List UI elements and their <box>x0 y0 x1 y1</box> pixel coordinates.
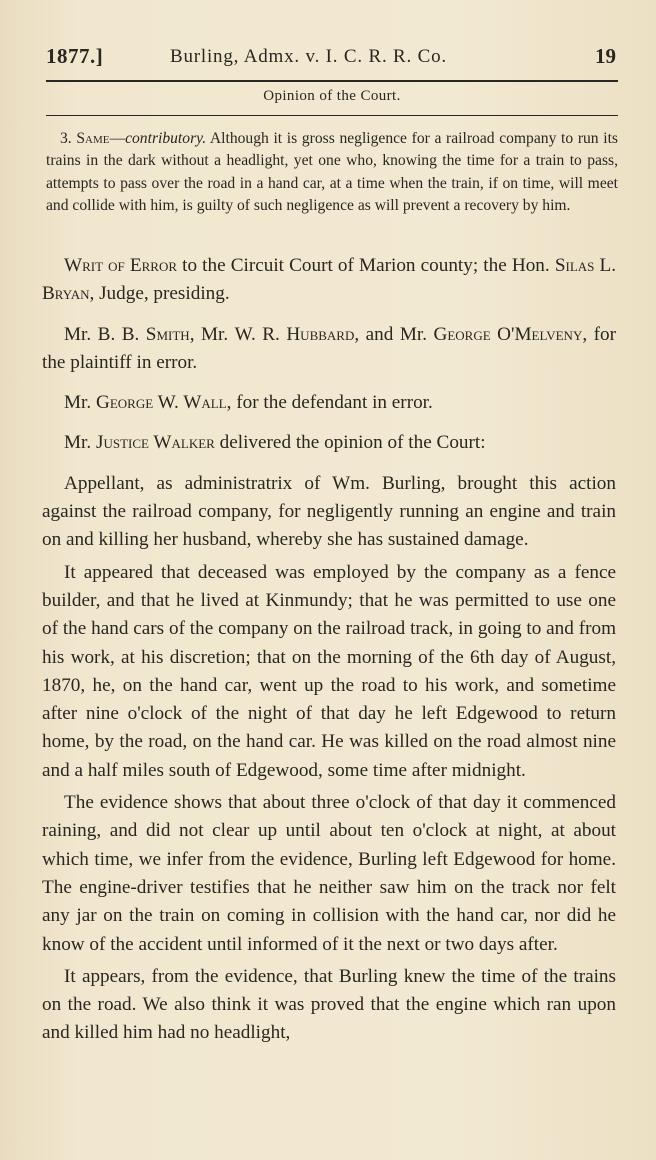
counsel-separator: , and Mr. <box>354 323 434 345</box>
counsel-plaintiff <box>42 321 616 378</box>
writ-text-end: , Judge, presiding. <box>89 283 230 305</box>
counsel-name: George O'Melveny <box>433 323 583 345</box>
counsel-role: , for the defendant in error. <box>226 392 433 414</box>
writ-paragraph <box>42 252 616 309</box>
delivery-line <box>42 429 616 457</box>
opinion-paragraph: The evidence shows that about three o'clock of that day it commenced raining, and did not clear up until about ten o'clock at night, at about which time, we infer from the evidence, Burling left Edgewood for home. The engine-driver testifies that he neither saw him on the track nor felt any jar on the train on coming in collision with the hand car, nor did he know of the accident until informed of it the next or two days after. <box>42 792 616 955</box>
opinion-paragraph: It appears, from the evidence, that Burling knew the time of the trains on the road. We also think it was proved that the engine which ran upon and killed him had no headlight, <box>42 965 616 1044</box>
counsel-separator: , Mr. <box>189 323 235 345</box>
section-subheading: Opinion of the Court. <box>263 88 401 104</box>
writ-text: to the Circuit Court of Marion county; the Hon. <box>177 255 555 276</box>
header-rule <box>46 80 618 82</box>
subheading-rule <box>46 115 618 116</box>
headnote-topic: Same <box>76 130 110 147</box>
justice-name: Justice Walker <box>96 432 215 454</box>
counsel-title: Mr. <box>64 323 98 345</box>
opinion-body <box>42 252 616 1048</box>
case-title: Burling, Admx. v. I. C. R. R. Co. <box>170 46 447 67</box>
counsel-title: Mr. <box>64 392 96 414</box>
year-marker: 1877.] <box>46 44 104 68</box>
counsel-role: , for the plaintiff in error. <box>42 323 616 373</box>
headnote-text: Although it is gross negligence for a railroad company to run its trains in the dark without a headlight, yet one who, knowing the time for a train to pass, attempts to pass over the road in a hand car, at a time when the train, if on time, will meet and collide with him, is guilty of such negligence as will prevent a recovery by him. <box>46 130 618 214</box>
running-header <box>46 44 616 74</box>
counsel-name: W. R. Hubbard <box>234 323 355 345</box>
headnote-number: 3. <box>60 130 72 147</box>
writ-caption: Writ of Error <box>64 255 178 276</box>
opinion-paragraph: Appellant, as administratrix of Wm. Burling, brought this action against the railroad company, for negligently running an engine and train on and killing her husband, whereby she has sustained damage. <box>42 472 616 551</box>
page-number: 19 <box>595 44 616 68</box>
headnote-subtopic: contributory. <box>125 130 207 147</box>
delivery-text: delivered the opinion of the Court: <box>214 432 486 454</box>
headnote: 3. Same—contributory. Although it is gross negligence for a railroad company to run its trains in the dark without a headlight, yet one who, knowing the time for a train to pass, attempts to pass over the road in a hand car, at a time when the train, if on time, will meet and collide with him, is guilty of such negligence as will prevent a recovery by him. <box>46 130 618 214</box>
justice-title: Mr. <box>64 432 96 454</box>
judge-name: Silas L. Bryan <box>42 255 617 305</box>
opinion-paragraph: It appeared that deceased was employed by the company as a fence builder, and that he lived at Kinmundy; that he was permitted to use one of the hand cars of the company on the railroad track, in going to and from his work, at his discretion; that on the morning of the 6th day of August, 1870, he, on the hand car, went up the road to his work, and sometime after nine o'clock of the night of that day he left Edgewood to return home, by the road, on the hand car. He was killed on the road almost nine and a half miles south of Edgewood, some time after midnight. <box>42 561 616 781</box>
counsel-defendant <box>42 389 616 417</box>
counsel-name: George W. Wall <box>96 392 227 414</box>
counsel-name: B. B. Smith <box>97 323 190 345</box>
